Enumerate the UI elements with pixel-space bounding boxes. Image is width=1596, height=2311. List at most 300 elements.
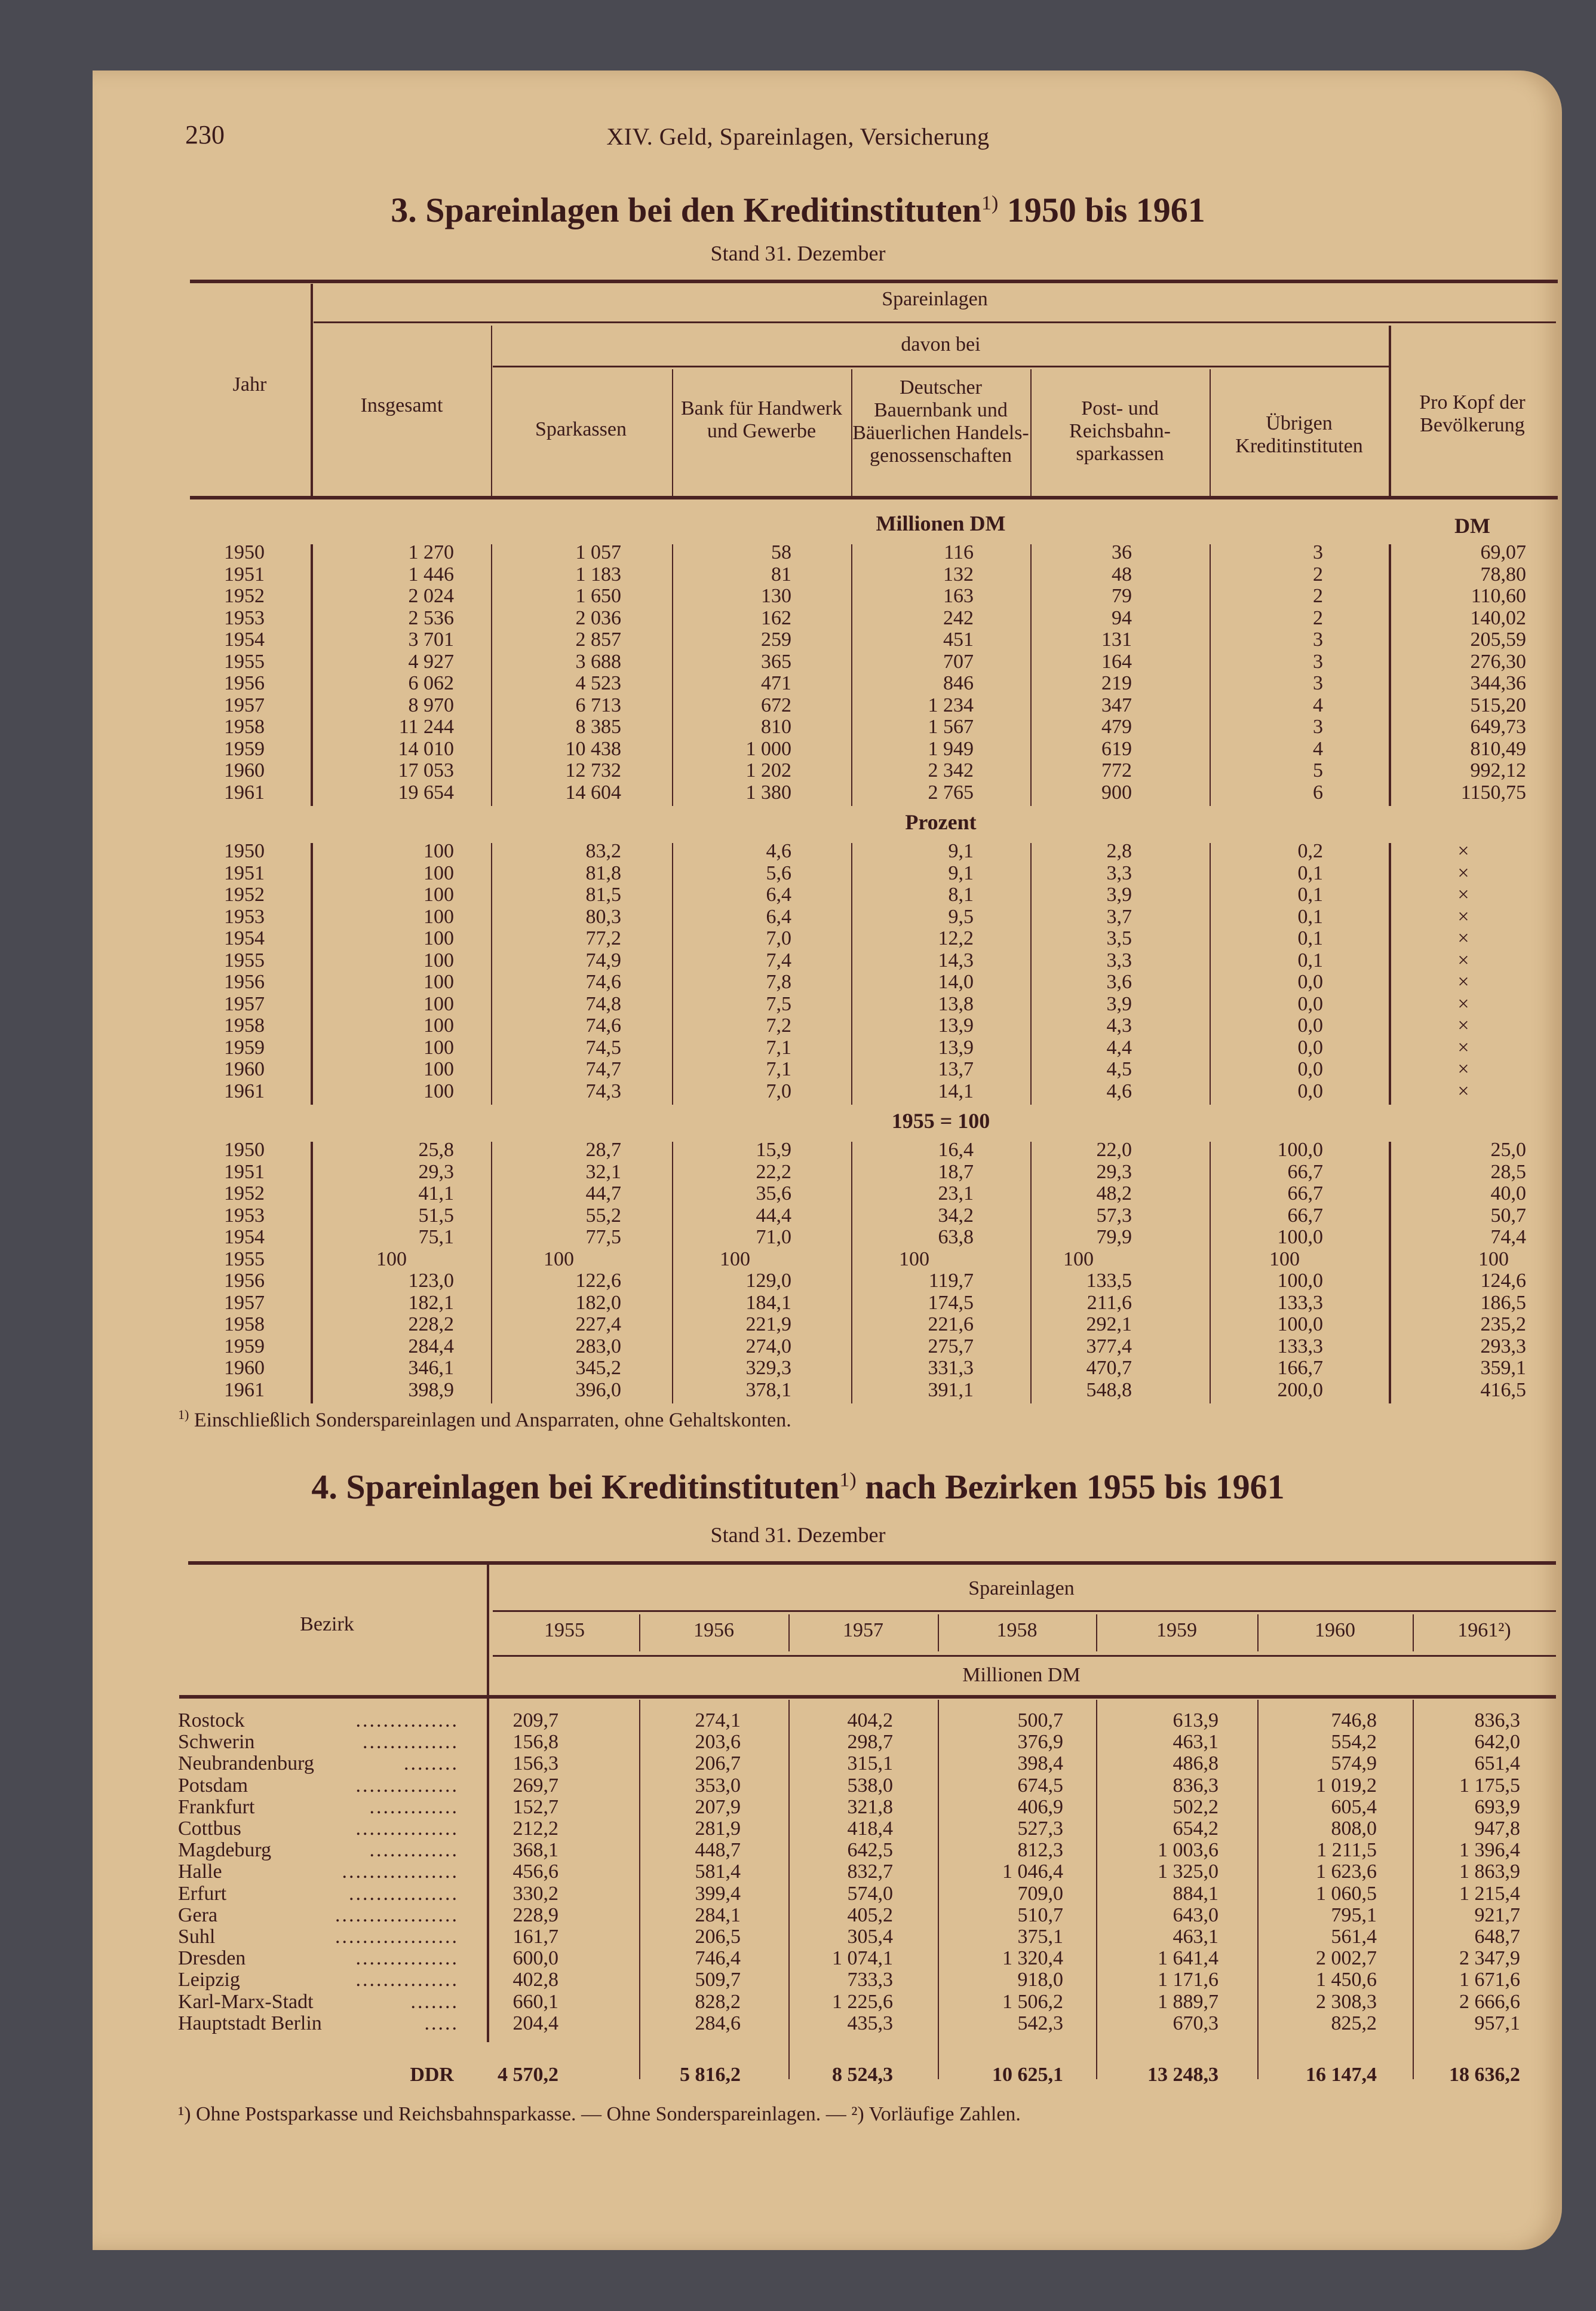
table4-cell-value: 542,3: [1017, 2012, 1063, 2034]
table3-cell-bauernbank: 13,9: [938, 1014, 974, 1037]
table3-cell-bank: 7,8: [766, 971, 791, 993]
table4-cell-value: 642,5: [847, 1839, 893, 1862]
table3-cell-post: 548,8: [1086, 1378, 1132, 1401]
table3-cell-post: 211,6: [1086, 1291, 1132, 1314]
table3-cell-insgesamt: 100: [423, 840, 454, 862]
table3-cell-bauernbank: 163: [943, 585, 974, 607]
table3-cell-post: 4,4: [1106, 1036, 1132, 1059]
table3-cell-jahr: 1951: [224, 563, 265, 586]
table3-cell-prokopf: 69,07: [1480, 541, 1526, 563]
table4-cell-value: 812,3: [1017, 1839, 1063, 1862]
table3-cell-bauernbank: 116: [944, 541, 974, 563]
table3-cell-prokopf: 140,02: [1470, 606, 1526, 629]
table3-cell-bank: 672: [761, 694, 791, 716]
table3-cell-insgesamt: 100: [423, 1080, 454, 1102]
table3-cell-jahr: 1961: [224, 781, 265, 804]
table4-cell-value: 405,2: [847, 1904, 893, 1926]
table4-cell-value: 13 248,3: [1147, 2064, 1219, 2086]
table3-cell-bank: 810: [761, 716, 791, 738]
table4-cell-value: 1 175,5: [1459, 1774, 1520, 1797]
table3-cell-bauernbank: 34,2: [938, 1204, 974, 1227]
table4-header-bottom-rule: [179, 1695, 1556, 1699]
table4-cell-value: 206,7: [695, 1752, 741, 1775]
table3-cell-jahr: 1961: [224, 1080, 265, 1102]
table4-cell-value: 16 147,4: [1306, 2064, 1377, 2086]
table4-leader-dots: ...............: [355, 1710, 459, 1731]
table3-cell-sparkassen: 74,3: [585, 1080, 621, 1102]
table3-cell-uebrigen: 0,0: [1297, 971, 1323, 993]
table4-cell-value: 284,1: [695, 1904, 741, 1926]
table3-cell-jahr: 1960: [224, 1357, 265, 1379]
table3-cell-bauernbank: 1 567: [928, 716, 974, 738]
table3-vline: [311, 284, 313, 498]
table4-cell-value: 212,2: [512, 1817, 558, 1840]
table4-cell-value: 204,4: [512, 2012, 558, 2034]
table3-cell-prokopf: ×: [1457, 992, 1469, 1015]
table4-cell-value: 1 003,6: [1158, 1839, 1219, 1862]
table4-cell-bezirk: DDR: [410, 2064, 454, 2086]
table3-cell-prokopf: 110,60: [1471, 585, 1526, 607]
table3-cell-post: 619: [1101, 737, 1132, 760]
table3-cell-prokopf: 235,2: [1480, 1313, 1526, 1335]
table4-cell-value: 406,9: [1017, 1795, 1063, 1818]
table4-leader-dots: ................: [349, 1883, 459, 1905]
table4-cell-bezirk: Neubrandenburg: [178, 1753, 314, 1775]
table3-cell-insgesamt: 14 010: [398, 737, 454, 760]
table4-leader-dots: ...............: [355, 1774, 459, 1797]
table3-header-spareinlagen: Spareinlagen: [882, 288, 988, 310]
table3-cell-uebrigen: 100,0: [1277, 1226, 1323, 1248]
table4-cell-value: 733,3: [847, 1969, 893, 1991]
table4-cell-value: 957,1: [1474, 2012, 1520, 2034]
table4-cell-value: 1 671,6: [1459, 1969, 1520, 1991]
table4-title-footnote-mark: 1): [839, 1469, 857, 1491]
table3-cell-jahr: 1960: [224, 759, 265, 781]
table3-cell-jahr: 1957: [224, 992, 265, 1015]
table3-cell-bank: 58: [771, 541, 791, 563]
table3-cell-post: 377,4: [1086, 1335, 1132, 1357]
table4-cell-value: 574,9: [1331, 1752, 1377, 1775]
table3-cell-bauernbank: 23,1: [938, 1182, 974, 1204]
table4-cell-value: 795,1: [1331, 1904, 1377, 1926]
table3-cell-bank: 1 000: [745, 737, 791, 760]
table3-cell-uebrigen: 3: [1313, 716, 1323, 738]
table4-cell-value: 921,7: [1474, 1904, 1520, 1926]
table3-cell-bauernbank: 1 949: [928, 737, 974, 760]
table3-cell-bank: 15,9: [756, 1139, 791, 1161]
table3-cell-insgesamt: 346,1: [408, 1357, 454, 1379]
table4-header-unit: Millionen DM: [962, 1664, 1081, 1686]
table4-leader-dots: ...............: [355, 1818, 459, 1840]
table4-cell-value: 1 641,4: [1158, 1947, 1219, 1970]
table3-cell-bank: 6,4: [766, 905, 791, 928]
table3-cell-bauernbank: 13,7: [938, 1058, 974, 1080]
table3-cell-uebrigen: 166,7: [1277, 1357, 1323, 1379]
table4-cell-value: 832,7: [847, 1861, 893, 1883]
table3-cell-sparkassen: 345,2: [575, 1357, 621, 1379]
table4-cell-value: 463,1: [1173, 1731, 1219, 1754]
table4-footnote: ¹) Ohne Postsparkasse und Reichsbahnsparkasse. — Ohne Sonderspareinlagen. — ²) Vorläufige Zahlen.: [178, 2103, 1021, 2125]
table4-header-year: 1961²): [1457, 1619, 1511, 1641]
table3-cell-post: 94: [1112, 606, 1132, 629]
table3-cell-post: 772: [1101, 759, 1132, 781]
table4-cell-value: 648,7: [1474, 1926, 1520, 1948]
table3-cell-bank: 329,3: [745, 1357, 791, 1379]
table4-cell-value: 1 171,6: [1158, 1969, 1219, 1991]
table3-vline: [1389, 843, 1391, 1105]
table4-leader-dots: ..............: [363, 1731, 459, 1754]
table4-cell-bezirk: Hauptstadt Berlin: [178, 2012, 322, 2034]
table3-cell-bauernbank: 707: [943, 650, 974, 673]
table3-cell-uebrigen: 0,1: [1297, 862, 1323, 884]
table3-cell-prokopf: 205,59: [1470, 629, 1526, 651]
table3-cell-insgesamt: 19 654: [398, 781, 454, 804]
table3-vline: [1030, 369, 1032, 498]
table3-cell-jahr: 1958: [224, 716, 265, 738]
table3-cell-bank: 7,2: [766, 1014, 791, 1037]
table3-cell-insgesamt: 11 244: [398, 716, 454, 738]
table3-subtitle: Stand 31. Dezember: [710, 241, 886, 265]
table3-cell-prokopf: 344,36: [1470, 672, 1526, 694]
table3-cell-insgesamt: 284,4: [408, 1335, 454, 1357]
table4-cell-value: 502,2: [1173, 1795, 1219, 1818]
table3-cell-bank: 7,5: [766, 992, 791, 1015]
table3-cell-uebrigen: 4: [1313, 694, 1323, 716]
table3-header-bottom-rule: [190, 496, 1558, 499]
table3-cell-prokopf: ×: [1457, 840, 1469, 862]
table3-cell-sparkassen: 1 183: [575, 563, 621, 586]
table4-cell-value: 1 889,7: [1158, 1990, 1219, 2013]
table3-cell-bauernbank: 331,3: [928, 1357, 974, 1379]
table3-cell-insgesamt: 100: [423, 905, 454, 928]
table3-cell-prokopf: ×: [1457, 927, 1469, 949]
table3-cell-bauernbank: 100: [899, 1248, 929, 1270]
table4-cell-value: 1 506,2: [1002, 1990, 1063, 2013]
table4-cell-value: 1 019,2: [1316, 1774, 1377, 1797]
table4-cell-value: 399,4: [695, 1882, 741, 1905]
table4-cell-bezirk: Suhl: [178, 1926, 216, 1948]
table4-cell-value: 510,7: [1017, 1904, 1063, 1926]
table3-cell-post: 29,3: [1096, 1160, 1132, 1183]
table4-cell-value: 486,8: [1173, 1752, 1219, 1775]
table3-cell-post: 133,5: [1086, 1270, 1132, 1292]
table3-cell-insgesamt: 100: [423, 1014, 454, 1037]
table4-leader-dots: ..................: [335, 1904, 459, 1926]
table3-cell-uebrigen: 3: [1313, 672, 1323, 694]
table4-header-year: 1957: [843, 1619, 883, 1641]
table3-cell-bank: 162: [761, 606, 791, 629]
table4-header-year: 1959: [1156, 1619, 1197, 1641]
table3-cell-uebrigen: 4: [1313, 737, 1323, 760]
table3-cell-bank: 81: [771, 563, 791, 586]
table4-cell-value: 746,4: [695, 1947, 741, 1970]
table4-cell-value: 2 002,7: [1316, 1947, 1377, 1970]
table4-cell-bezirk: Karl-Marx-Stadt: [178, 1991, 314, 2013]
table3-cell-post: 3,9: [1106, 992, 1132, 1015]
table3-cell-jahr: 1954: [224, 927, 265, 949]
table3-cell-uebrigen: 66,7: [1287, 1160, 1323, 1183]
table3-cell-sparkassen: 8 385: [575, 716, 621, 738]
table3-cell-jahr: 1960: [224, 1058, 265, 1080]
table3-cell-post: 479: [1101, 716, 1132, 738]
table3-cell-jahr: 1952: [224, 585, 265, 607]
table4-cell-value: 161,7: [512, 1926, 558, 1948]
table4-cell-value: 10 625,1: [992, 2064, 1063, 2086]
table3-cell-prokopf: 28,5: [1490, 1160, 1526, 1183]
table4-cell-value: 527,3: [1017, 1817, 1063, 1840]
table3-cell-bank: 35,6: [756, 1182, 791, 1204]
table4-cell-value: 4 570,2: [498, 2064, 558, 2086]
table3-cell-jahr: 1959: [224, 1335, 265, 1357]
table3-cell-bank: 1 380: [745, 781, 791, 804]
table3-cell-bank: 6,4: [766, 884, 791, 906]
table3-cell-jahr: 1953: [224, 1204, 265, 1227]
table4-cell-value: 642,0: [1474, 1731, 1520, 1754]
table3-cell-bauernbank: 13,8: [938, 992, 974, 1015]
table3-cell-sparkassen: 1 057: [575, 541, 621, 563]
table3-cell-jahr: 1958: [224, 1014, 265, 1037]
table3-cell-bauernbank: 174,5: [928, 1291, 974, 1314]
table3-cell-bank: 259: [761, 629, 791, 651]
table3-cell-sparkassen: 81,8: [585, 862, 621, 884]
table3-cell-post: 347: [1101, 694, 1132, 716]
table3-rule-spareinlagen: [314, 321, 1556, 323]
table4-cell-value: 375,1: [1017, 1926, 1063, 1948]
table4-cell-value: 918,0: [1017, 1969, 1063, 1991]
table4-cell-value: 376,9: [1017, 1731, 1063, 1754]
table4-cell-value: 5 816,2: [680, 2064, 741, 2086]
table4-cell-value: 321,8: [847, 1795, 893, 1818]
table4-cell-value: 207,9: [695, 1795, 741, 1818]
table3-cell-bank: 1 202: [745, 759, 791, 781]
table4-cell-value: 693,9: [1474, 1795, 1520, 1818]
table3-cell-post: 3,3: [1106, 949, 1132, 971]
table3-cell-jahr: 1950: [224, 840, 265, 862]
table4-leader-dots: .....: [424, 2012, 459, 2034]
table3-cell-post: 79: [1112, 585, 1132, 607]
table4-cell-value: 670,3: [1173, 2012, 1219, 2034]
table4-cell-bezirk: Gera: [178, 1904, 218, 1926]
table3-cell-uebrigen: 0,0: [1297, 1080, 1323, 1102]
table3-cell-jahr: 1955: [224, 1248, 265, 1270]
table4-leader-dots: ...............: [355, 1969, 459, 1991]
table3-cell-jahr: 1954: [224, 1226, 265, 1248]
table4-cell-value: 209,7: [512, 1709, 558, 1731]
table3-cell-prokopf: ×: [1457, 905, 1469, 928]
table3-cell-prokopf: ×: [1457, 1058, 1469, 1080]
table3-section-unit: Millionen DM: [876, 511, 1006, 535]
table3-vline: [851, 369, 852, 498]
table3-cell-sparkassen: 74,7: [585, 1058, 621, 1080]
table4-cell-bezirk: Frankfurt: [178, 1796, 255, 1818]
table3-cell-prokopf: 100: [1478, 1248, 1509, 1270]
table4-vline: [1257, 1614, 1259, 1651]
table4-cell-value: 884,1: [1173, 1882, 1219, 1905]
table3-cell-bauernbank: 16,4: [938, 1139, 974, 1161]
table3-cell-bank: 100: [720, 1248, 750, 1270]
table3-cell-prokopf: 359,1: [1480, 1357, 1526, 1379]
table4-cell-value: 448,7: [695, 1839, 741, 1862]
table3-cell-bauernbank: 14,1: [938, 1080, 974, 1102]
table3-cell-insgesamt: 100: [423, 884, 454, 906]
table3-cell-insgesamt: 123,0: [408, 1270, 454, 1292]
table3-cell-bauernbank: 9,1: [948, 840, 974, 862]
table3-cell-insgesamt: 100: [423, 1058, 454, 1080]
table4-cell-value: 825,2: [1331, 2012, 1377, 2034]
table4-top-rule: [188, 1561, 1556, 1565]
table3-cell-prokopf: ×: [1457, 971, 1469, 993]
table3-cell-bank: 5,6: [766, 862, 791, 884]
table4-cell-value: 269,7: [512, 1774, 558, 1797]
table3-cell-jahr: 1951: [224, 1160, 265, 1183]
table3-cell-bauernbank: 119,7: [928, 1270, 974, 1292]
table3-cell-insgesamt: 17 053: [398, 759, 454, 781]
table4-cell-bezirk: Potsdam: [178, 1774, 248, 1797]
table4-cell-value: 746,8: [1331, 1709, 1377, 1731]
table3-cell-bauernbank: 13,9: [938, 1036, 974, 1059]
table3-cell-post: 48: [1112, 563, 1132, 586]
table3-cell-sparkassen: 10 438: [565, 737, 621, 760]
table3-cell-post: 164: [1101, 650, 1132, 673]
table4-cell-value: 152,7: [512, 1795, 558, 1818]
table3-cell-uebrigen: 6: [1313, 781, 1323, 804]
table4-cell-value: 1 215,4: [1459, 1882, 1520, 1905]
running-header: XIV. Geld, Spareinlagen, Versicherung: [606, 123, 990, 150]
table4-rule-years: [493, 1655, 1556, 1657]
table3-cell-sparkassen: 55,2: [585, 1204, 621, 1227]
table3-cell-prokopf: 40,0: [1490, 1182, 1526, 1204]
table3-cell-prokopf: 50,7: [1490, 1204, 1526, 1227]
table3-cell-insgesamt: 25,8: [418, 1139, 454, 1161]
table3-title-footnote-mark: 1): [981, 192, 999, 214]
table4-vline: [1413, 1614, 1414, 1651]
table4-leader-dots: .............: [369, 1840, 459, 1862]
table3-cell-jahr: 1958: [224, 1313, 265, 1335]
table3-cell-prokopf: 74,4: [1490, 1226, 1526, 1248]
table3-cell-post: 22,0: [1096, 1139, 1132, 1161]
table3-cell-insgesamt: 100: [423, 862, 454, 884]
table3-cell-post: 3,6: [1106, 971, 1132, 993]
table3-cell-uebrigen: 0,1: [1297, 927, 1323, 949]
table3-cell-uebrigen: 2: [1313, 606, 1323, 629]
table3-cell-bank: 471: [761, 672, 791, 694]
table3-cell-uebrigen: 200,0: [1277, 1378, 1323, 1401]
table3-cell-prokopf: 78,80: [1480, 563, 1526, 586]
table3-cell-sparkassen: 396,0: [575, 1378, 621, 1401]
table3-cell-prokopf: ×: [1457, 884, 1469, 906]
table3-cell-bauernbank: 9,1: [948, 862, 974, 884]
table4-cell-value: 613,9: [1173, 1709, 1219, 1731]
table3-cell-bank: 274,0: [745, 1335, 791, 1357]
table3-cell-post: 57,3: [1096, 1204, 1132, 1227]
table3-cell-insgesamt: 2 536: [408, 606, 454, 629]
table3-cell-uebrigen: 100,0: [1277, 1313, 1323, 1335]
table3-cell-bauernbank: 221,6: [928, 1313, 974, 1335]
table3-cell-bauernbank: 63,8: [938, 1226, 974, 1248]
table3-title: 3. Spareinlagen bei den Kreditinstituten$^{1)}$ 1950 bis 1961: [391, 191, 1205, 229]
table4-cell-value: 2 347,9: [1459, 1947, 1520, 1970]
table4-header-bezirk: Bezirk: [300, 1613, 354, 1635]
table4-cell-value: 581,4: [695, 1861, 741, 1883]
table4-cell-value: 1 450,6: [1316, 1969, 1377, 1991]
table3-cell-prokopf: 276,30: [1470, 650, 1526, 673]
table3-cell-prokopf: 124,6: [1480, 1270, 1526, 1292]
table3-cell-sparkassen: 227,4: [575, 1313, 621, 1335]
table3-vline: [1210, 369, 1211, 498]
table3-cell-bauernbank: 14,3: [938, 949, 974, 971]
table3-cell-post: 131: [1101, 629, 1132, 651]
table3-vline: [491, 326, 492, 498]
table3-cell-prokopf: 992,12: [1470, 759, 1526, 781]
table3-cell-insgesamt: 51,5: [418, 1204, 454, 1227]
table3-cell-uebrigen: 0,1: [1297, 949, 1323, 971]
table3-cell-bauernbank: 391,1: [928, 1378, 974, 1401]
table4-cell-value: 206,5: [695, 1926, 741, 1948]
table3-section-unit-right: DM: [1454, 514, 1490, 538]
table3-cell-post: 3,9: [1106, 884, 1132, 906]
table4-cell-value: 8 524,3: [832, 2064, 893, 2086]
table3-cell-uebrigen: 3: [1313, 629, 1323, 651]
table3-cell-prokopf: 293,3: [1480, 1335, 1526, 1357]
table3-cell-insgesamt: 1 270: [408, 541, 454, 563]
table4-cell-value: 828,2: [695, 1990, 741, 2013]
table3-cell-uebrigen: 3: [1313, 650, 1323, 673]
table4-cell-value: 651,4: [1474, 1752, 1520, 1775]
table3-cell-insgesamt: 6 062: [408, 672, 454, 694]
page-number: 230: [185, 120, 225, 149]
table3-cell-post: 4,3: [1106, 1014, 1132, 1037]
table3-cell-insgesamt: 100: [376, 1248, 407, 1270]
table3-cell-prokopf: 515,20: [1470, 694, 1526, 716]
table4-cell-value: 509,7: [695, 1969, 741, 1991]
table4-cell-value: 500,7: [1017, 1709, 1063, 1731]
table3-cell-sparkassen: 44,7: [585, 1182, 621, 1204]
table3-cell-jahr: 1959: [224, 1036, 265, 1059]
table4-cell-bezirk: Magdeburg: [178, 1840, 272, 1862]
table3-cell-sparkassen: 3 688: [575, 650, 621, 673]
table3-cell-sparkassen: 74,9: [585, 949, 621, 971]
table4-cell-value: 538,0: [847, 1774, 893, 1797]
table3-cell-insgesamt: 100: [423, 992, 454, 1015]
table3-cell-bank: 129,0: [745, 1270, 791, 1292]
table4-cell-bezirk: Cottbus: [178, 1818, 241, 1840]
table4-header-year: 1956: [693, 1619, 734, 1641]
table3-cell-post: 36: [1112, 541, 1132, 563]
table3-cell-jahr: 1952: [224, 884, 265, 906]
table3-cell-bank: 7,1: [766, 1058, 791, 1080]
table3-cell-sparkassen: 4 523: [575, 672, 621, 694]
table3-cell-prokopf: 25,0: [1490, 1139, 1526, 1161]
table3-cell-sparkassen: 100: [544, 1248, 574, 1270]
table3-header-uebrigen: Übrigen Kreditinstituten: [1235, 412, 1363, 457]
table4-cell-value: 418,4: [847, 1817, 893, 1840]
table4-rule-spareinlagen: [493, 1610, 1556, 1612]
table3-cell-bauernbank: 275,7: [928, 1335, 974, 1357]
table3-cell-bank: 365: [761, 650, 791, 673]
table3-top-rule: [190, 280, 1558, 283]
table3-cell-uebrigen: 100,0: [1277, 1270, 1323, 1292]
table3-cell-bauernbank: 18,7: [938, 1160, 974, 1183]
table4-cell-value: 156,3: [512, 1752, 558, 1775]
table3-cell-insgesamt: 4 927: [408, 650, 454, 673]
table4-cell-value: 156,8: [512, 1731, 558, 1754]
table4-cell-value: 404,2: [847, 1709, 893, 1731]
table3-cell-uebrigen: 2: [1313, 563, 1323, 586]
table4-cell-value: 298,7: [847, 1731, 893, 1754]
table4-cell-value: 1 623,6: [1316, 1861, 1377, 1883]
table4-cell-value: 1 211,5: [1316, 1839, 1377, 1862]
table3-cell-prokopf: ×: [1457, 1080, 1469, 1102]
